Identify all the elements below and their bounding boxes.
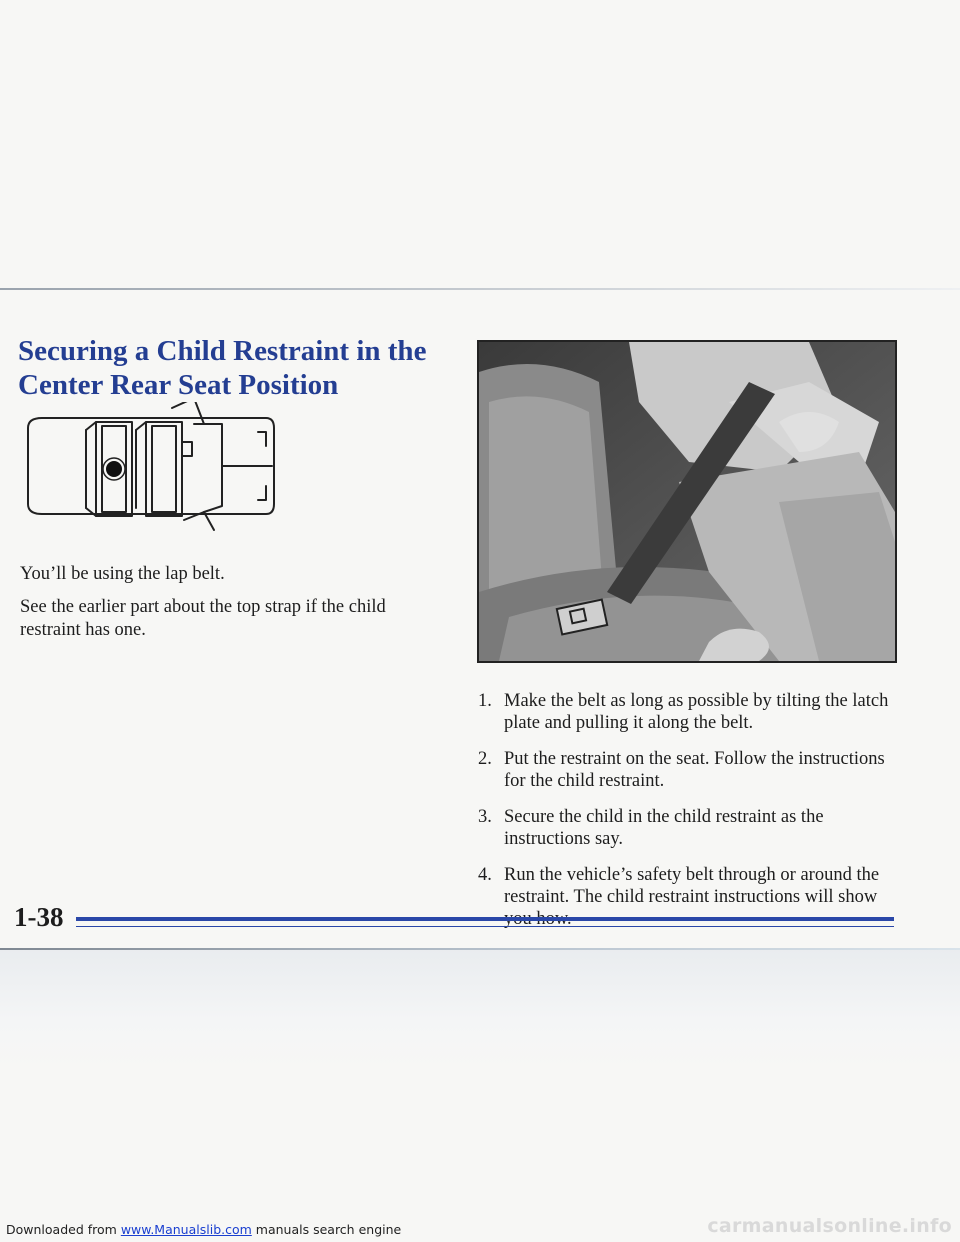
photo-illustration bbox=[479, 342, 895, 661]
scan-shadow-band bbox=[0, 948, 960, 1068]
vehicle-seating-diagram-icon bbox=[22, 402, 280, 532]
top-divider bbox=[0, 288, 960, 290]
download-suffix: manuals search engine bbox=[255, 1222, 402, 1237]
step-number: 4. bbox=[478, 865, 492, 885]
step-number: 1. bbox=[478, 691, 492, 711]
watermark: carmanualsonline.info bbox=[707, 1215, 952, 1237]
download-prefix: Downloaded from bbox=[6, 1222, 117, 1237]
list-item bbox=[478, 748, 908, 792]
page-number: 1-38 bbox=[14, 902, 64, 932]
list-item bbox=[478, 690, 908, 734]
scan-edge-line bbox=[0, 948, 960, 950]
step-number: 2. bbox=[478, 749, 492, 769]
step-text: Secure the child in the child restraint as the instructions say. bbox=[504, 807, 824, 849]
list-item bbox=[478, 806, 908, 850]
intro-top-strap: See the earlier part about the top strap if the child restraint has one. bbox=[20, 597, 386, 640]
step-text: Make the belt as long as possible by tilting the latch plate and pulling it along the belt. bbox=[504, 691, 889, 733]
child-restraint-belt-photo bbox=[477, 340, 897, 663]
intro-lap-belt: You’ll be using the lap belt. bbox=[20, 564, 225, 584]
step-text: Run the vehicle’s safety belt through or around the restraint. The child restraint instructions will show bbox=[504, 865, 880, 907]
instruction-steps bbox=[478, 690, 908, 944]
footer-rule-thin bbox=[76, 926, 894, 927]
footer-rule-thick bbox=[76, 917, 894, 921]
step-number: 3. bbox=[478, 807, 492, 827]
download-note bbox=[6, 1222, 401, 1237]
step-text: Put the restraint on the seat. Follow the instructions for the child restraint. bbox=[504, 749, 885, 791]
manualslib-link[interactable]: www.Manualslib.com bbox=[120, 1222, 252, 1237]
section-title: Securing a Child Restraint in the Center Rear Seat Position bbox=[18, 335, 427, 401]
